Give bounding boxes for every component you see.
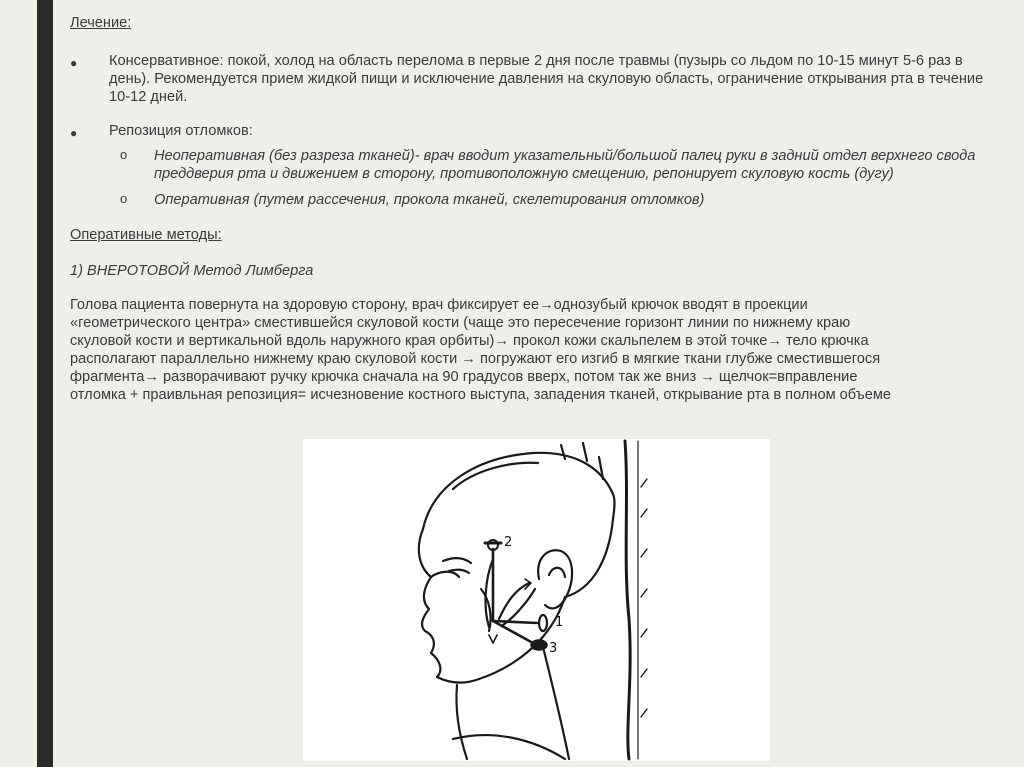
- bullet-marker: ●: [70, 56, 78, 70]
- sub-bullet-nonoperative: Неоперативная (без разреза тканей)- врач вводит указательный/большой палец руки в задний отдел верхнего свода преддверия рта и движением в сторону, противоположную смещению, репонирует скуловую кость (дугу): [154, 148, 976, 182]
- figure-label: 3: [549, 641, 558, 656]
- heading-treatment: Лечение:: [70, 15, 132, 31]
- figure-label: 1: [555, 615, 564, 630]
- bullet-conservative: Консервативное: покой, холод на область перелома в первые 2 дня после травмы (пузырь со льдом по 10-15 минут 5-6 раз в день). Рекомендуется прием жидкой пищи и исключение давления на скуловую область, ограничение открывания рта в течение 10-12 дней.: [109, 53, 984, 105]
- head-profile-drawing: [303, 439, 770, 761]
- figure-label: 2: [504, 535, 513, 550]
- method-description: Голова пациента повернута на здоровую сторону, врач фиксирует ее→однозубый крючок вводят в проекции «геометрического центра» сместившейся скуловой кости (чаще это пересечение горизонт линии по нижнему краю скуловой кости и вертикальной вдоль наружного края орбиты)→ прокол кожи скальпелем в этой точке→ тело крючка располагают параллельно нижнему краю скуловой кости → погружают его изгиб в мягкие ткани глубже сместившегося фрагмента→ разворачивают ручку крючка сначала на 90 градусов вверх, потом так же вниз → щелчок=вправление отломка + праивльная репозиция= исчезновение костного выступа, западения тканей, открывание рта в полном объеме: [70, 297, 892, 403]
- left-accent-bar: [37, 0, 53, 767]
- bullet-marker: ●: [70, 126, 78, 140]
- sub-bullet-operative: Оперативная (путем рассечения, прокола тканей, скелетирования отломков): [154, 192, 705, 208]
- heading-operative-methods: Оперативные методы:: [70, 227, 222, 243]
- limberg-method-illustration: [303, 439, 770, 761]
- method-title: 1) ВНЕРОТОВОЙ Метод Лимберга: [70, 263, 314, 279]
- bullet-reposition: Репозиция отломков:: [109, 123, 253, 139]
- sub-bullet-marker: o: [120, 191, 128, 206]
- sub-bullet-marker: o: [120, 147, 128, 162]
